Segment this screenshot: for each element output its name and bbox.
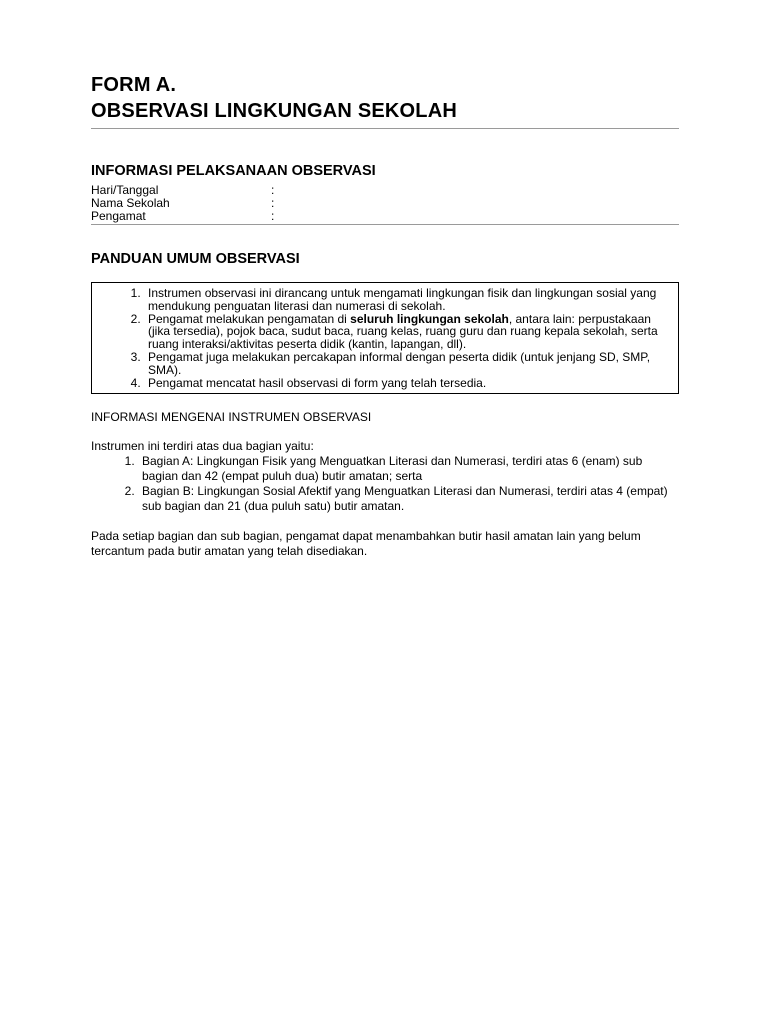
info-divider bbox=[91, 224, 679, 225]
guide-item-text: Pengamat melakukan pengamatan di bbox=[148, 311, 351, 326]
school-name-label: Nama Sekolah bbox=[91, 196, 170, 210]
guide-item: 3. Pengamat juga melakukan percakapan informal dengan peserta didik (untuk jenjang SD, SMP, SMA). bbox=[144, 351, 658, 377]
instrument-section-heading: INFORMASI MENGENAI INSTRUMEN OBSERVASI bbox=[91, 410, 372, 425]
guide-item: 4. Pengamat mencatat hasil observasi di form yang telah tersedia. bbox=[144, 377, 658, 390]
instrument-item: 1. Bagian A: Lingkungan Fisik yang Menguatkan Literasi dan Numerasi, terdiri atas 6 (enam) sub bagian dan 42 (empat puluh dua) butir amatan; serta bbox=[138, 454, 679, 484]
document-page bbox=[91, 72, 679, 559]
info-section-heading: INFORMASI PELAKSANAAN OBSERVASI bbox=[91, 163, 376, 179]
date-colon: : bbox=[271, 183, 275, 197]
info-fields bbox=[91, 184, 679, 223]
instrument-list bbox=[91, 454, 679, 514]
guide-item bbox=[144, 313, 658, 351]
info-row-school bbox=[91, 197, 679, 210]
date-label: Hari/Tanggal bbox=[91, 183, 159, 197]
school-name-colon: : bbox=[271, 196, 275, 210]
instrument-closing: Pada setiap bagian dan sub bagian, pengamat dapat menambahkan butir hasil amatan lain yang belum tercantum pada butir amatan yang telah disediakan. bbox=[91, 529, 641, 559]
observer-label: Pengamat bbox=[91, 209, 146, 223]
observer-colon: : bbox=[271, 209, 275, 223]
form-label: FORM A. bbox=[91, 74, 177, 96]
guide-section-heading: PANDUAN UMUM OBSERVASI bbox=[91, 251, 300, 267]
title-divider bbox=[91, 128, 679, 129]
guide-item-emphasis: seluruh lingkungan sekolah bbox=[350, 311, 509, 326]
instrument-item: 2. Bagian B: Lingkungan Sosial Afektif yang Menguatkan Literasi dan Numerasi, terdiri atas 4 (empat) sub bagian dan 21 (dua puluh satu) butir amatan. bbox=[138, 484, 679, 514]
guide-list bbox=[92, 287, 658, 389]
info-row-date bbox=[91, 184, 679, 197]
guide-box bbox=[91, 282, 679, 394]
instrument-intro: Instrumen ini terdiri atas dua bagian yaitu: bbox=[91, 439, 314, 454]
guide-item-text: , antara lain: perpustakaan (jika tersedia), pojok baca, sudut baca, ruang kelas, ruang guru dan ruang kepala sekolah, serta ruang interaksi/aktivitas peserta didik (kantin, lapangan, dll). bbox=[148, 311, 658, 352]
info-row-observer bbox=[91, 210, 679, 223]
page-title: OBSERVASI LINGKUNGAN SEKOLAH bbox=[91, 100, 458, 122]
guide-item: 1. Instrumen observasi ini dirancang untuk mengamati lingkungan fisik dan lingkungan sosial yang mendukung penguatan literasi dan numerasi di sekolah. bbox=[144, 287, 658, 313]
